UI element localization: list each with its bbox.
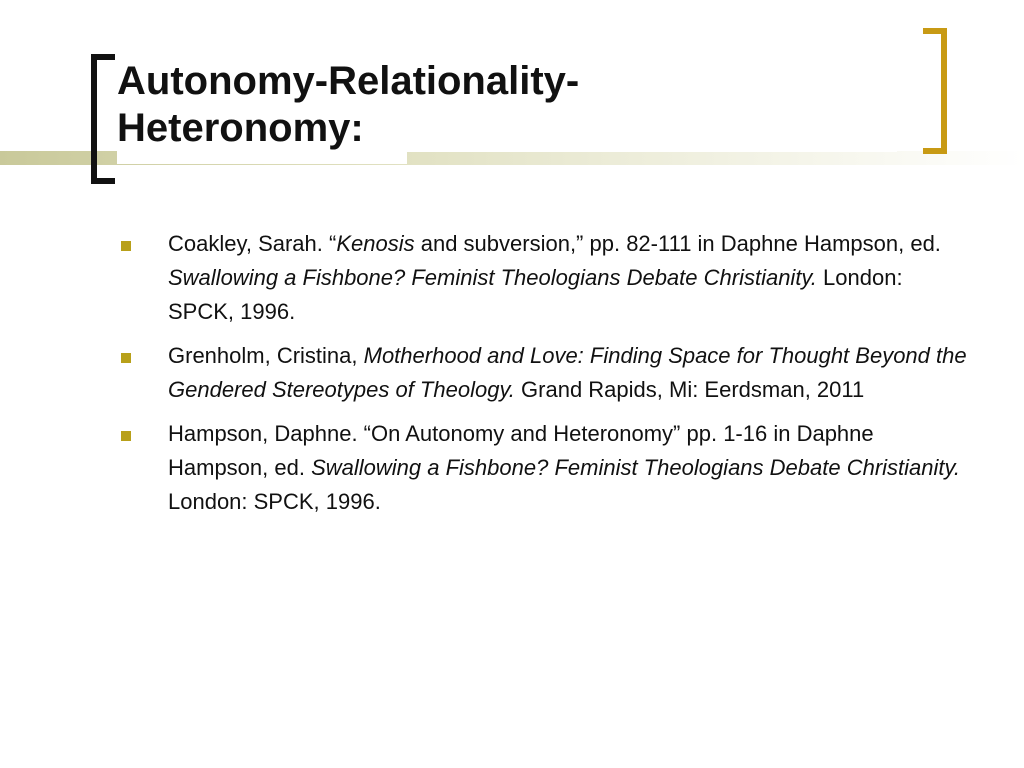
entry-text: Coakley, Sarah. “ — [168, 231, 337, 256]
entry-book-title: Swallowing a Fishbone? Feminist Theologians Debate Christianity. — [311, 455, 960, 480]
entry-publisher: London: SPCK, 1996. — [168, 265, 903, 324]
right-bracket-decoration — [923, 28, 947, 154]
title-line-1: Autonomy-Relationality- — [117, 59, 580, 103]
entry-publisher: Grand Rapids, Mi: Eerdsman, 2011 — [514, 377, 865, 402]
title-line-2: Heteronomy: — [117, 106, 364, 150]
entry-book-title: Motherhood and Love: Finding Space for Thought Beyond the Gendered Stereotypes of Theology. — [168, 343, 967, 402]
entry-text: and subversion,” pp. 82-111 in Daphne Hampson, ed. — [414, 231, 941, 256]
square-bullet-icon — [121, 353, 131, 363]
entry-italic-text: Kenosis — [336, 231, 415, 256]
slide-title — [117, 58, 897, 152]
bibliography-list — [118, 227, 968, 529]
list-item-coakley — [118, 227, 968, 329]
square-bullet-icon — [121, 241, 131, 251]
entry-text: Hampson, Daphne. “On Autonomy and Heteronomy” pp. 1-16 in Daphne Hampson, ed. — [168, 421, 874, 480]
entry-book-title: Swallowing a Fishbone? Feminist Theologians Debate Christianity. — [168, 265, 817, 290]
left-bracket-decoration — [91, 54, 115, 184]
entry-publisher: London: SPCK, 1996. — [168, 489, 381, 514]
list-item-hampson — [118, 417, 968, 519]
square-bullet-icon — [121, 431, 131, 441]
list-item-grenholm — [118, 339, 968, 407]
entry-text: Grenholm, Cristina, — [168, 343, 364, 368]
